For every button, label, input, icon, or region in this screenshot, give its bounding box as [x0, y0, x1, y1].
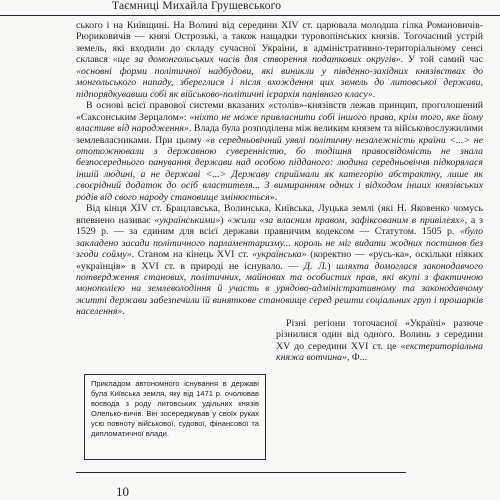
text-run: Від кінця XIV ст. Брацлавська, Волинська, Київська, Луцька землі (які Н. Яковенко чомусь впевнено називає [76, 203, 483, 226]
italic-quote: «основні форми політичної надбудови, які виникли у південно-західних князівствах до монгольського нападу, збереглися і після вхождення цих земель до литовської держави, підпорядкувавши собі як військово-політичні ієрархія панівного класу» [76, 65, 483, 100]
text-run: , Ф... [347, 352, 368, 364]
italic-quote: Д. Л. [303, 260, 328, 272]
italic-quote: шляхта домоглася законодавчого потвердження станових, політичних, майнових та особистих прав, які вкупі з фактичною монополією на землеволодіння й участь в урядово-адміністративному та законодавчому житті держави забезпечили їй виняткове становище серед решти соціальних груп і прошарків населення» [76, 260, 483, 318]
text-run: . [122, 306, 125, 318]
italic-quote: «жили «за власним правом, зафіксованим в привілеях» [227, 214, 465, 226]
paragraph-4 [276, 318, 483, 364]
text-run: Різні регіони тогочасної «Україні» разюче різнилися один від одного. Волинь з середини XV до середини XVI ст. це [276, 317, 483, 352]
text-run: ». [269, 191, 278, 203]
text-run: . [372, 88, 376, 100]
text-run: . Станом на кінець XVI ст. [131, 249, 253, 261]
sidebar-text: Прикладом автономного існування в державі була Київська земля, яку від 1471 р. очолював воєвода з роду литовських удільних князів Олелько-вичів. Він зосереджував у своїх руках усю повноту військової, судової, фінансової та дипломатичної влади. [91, 379, 259, 438]
running-header [0, 0, 500, 17]
text-run: , а з 1529 р. — за єдиним для всієї держави правничим кодексом — Статутом. 1505 р. [76, 214, 484, 238]
sidebar-box [84, 374, 266, 460]
text-run: В основі всієї правової системи вказаних «столів»-князівств лежав принцип, проголошений «Саксонським Зерцалом»: [76, 100, 483, 123]
paragraph-3 [76, 203, 483, 318]
italic-quote: «ніхто не може привласнити собі іншого права, крім того, яке йому властиве від народження» [76, 111, 483, 135]
text-run: . У той самий час [400, 54, 483, 66]
text-run: ського і на Київщині. На Волині від середини XIV ст. царювала молодша гілка Романовичів-Рюриковичів — князі Острозькі, а також нащадки туровопінських князів. Тогочасний устрій земель, які входили до складу сучасної України, в адміністративно-територіальному сенсі склався [76, 20, 483, 66]
text-run: (коректно — «русь-ка», оскільки ніяких «українців» в XVI ст. в природі не існувало. — [76, 249, 484, 272]
text-run: . Влада була розподілена між великим князем та військовослужилими землевласниками. При цьому [76, 123, 484, 146]
italic-quote: «українськими» [154, 214, 221, 226]
italic-quote: «українська» [252, 249, 307, 261]
book-title: Таємниці Михайла Грушевського [112, 0, 282, 12]
page-number: 10 [116, 484, 129, 499]
italic-quote: «ще за домонгольських часів для створення податкових округів» [112, 54, 401, 66]
italic-quote: «було закладено засади політичного парламентаризму... король не міг видати жодних постанов без згоди сойму» [76, 226, 483, 261]
footer-rule [76, 472, 406, 473]
paragraph-2 [76, 100, 483, 203]
text-run: ) [220, 214, 228, 226]
header-rule [0, 15, 500, 16]
paragraph-1 [76, 20, 483, 100]
italic-quote: «екстериторіальна княжа вотчина» [276, 340, 483, 364]
text-run: ) [327, 260, 337, 272]
italic-quote: «в середньовічний уявлі політичну незалежність країни <...> не ототожнювали з державною суверенністю, бо тодішня правосвідомість не знала безпосереднього панування держави над особою піддaного: людина середньовіччя підкорялася іншій людині, а не державі <...> Державу сприймали як категорію абстрактну, лише як своєрідний додаток до осіб властителя... З вимиранням одних і відходом інших князівських родів від свого народу становище змінюється [76, 134, 483, 203]
